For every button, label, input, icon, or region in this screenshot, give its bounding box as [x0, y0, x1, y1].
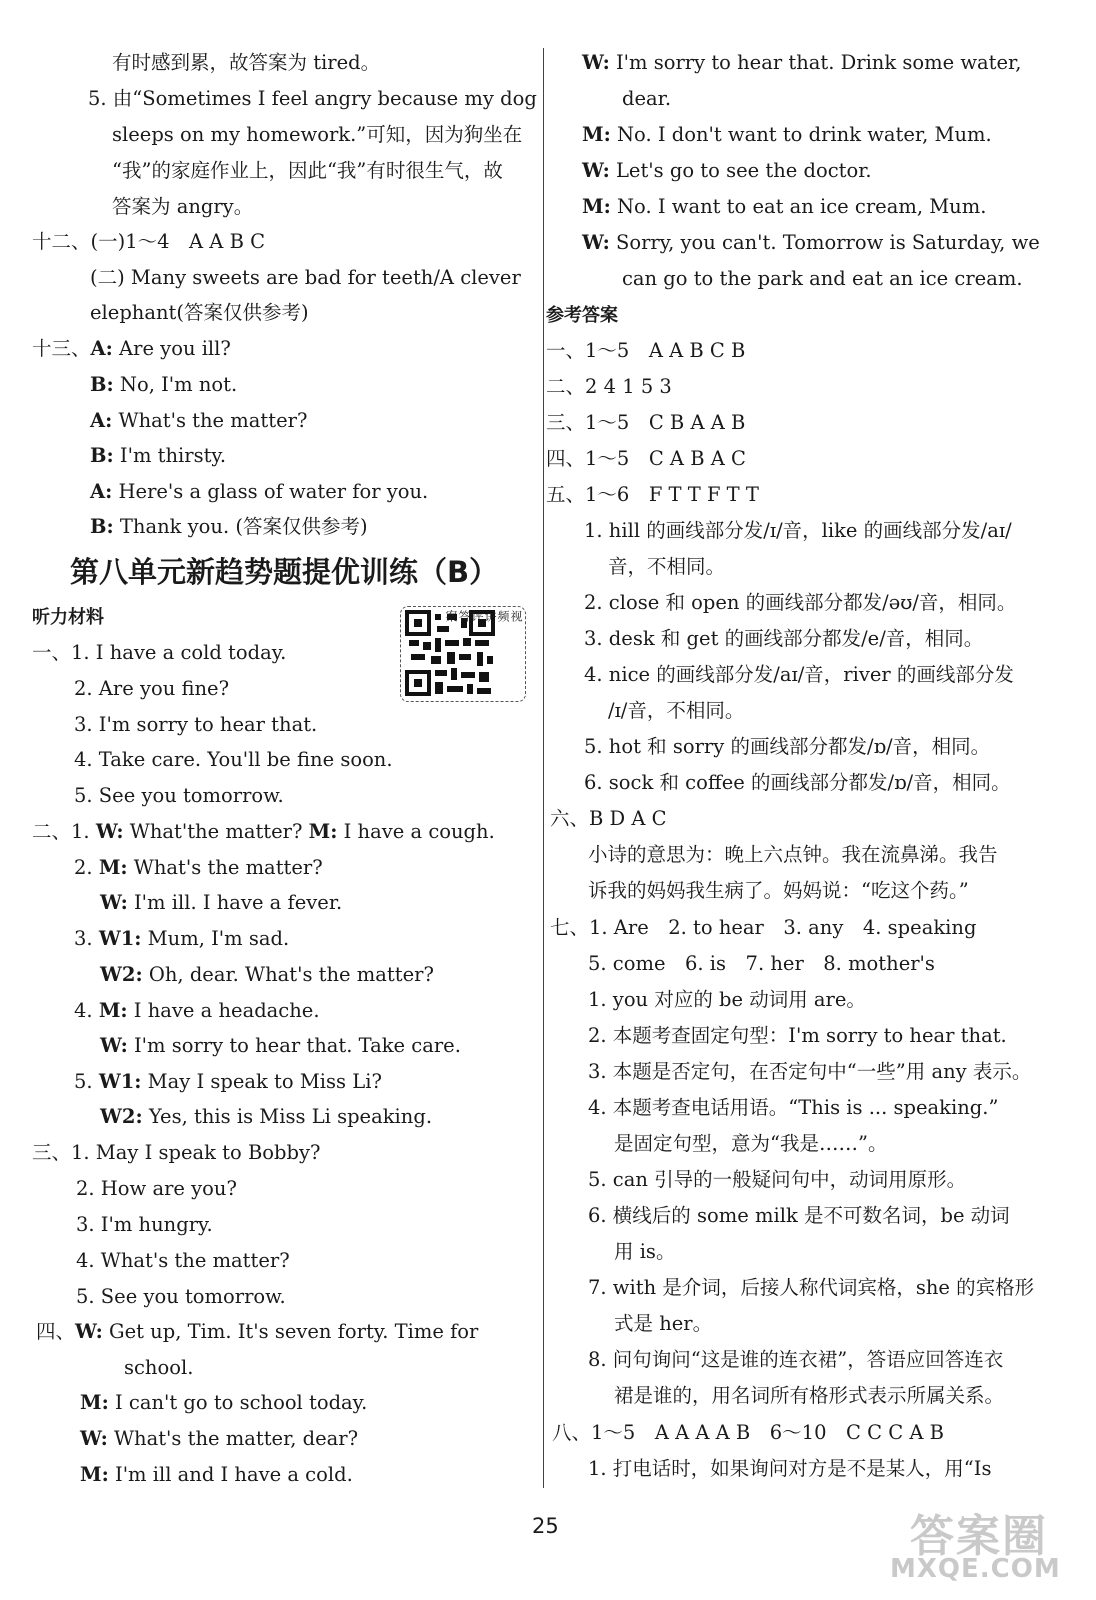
text-line: 2. Are you fine? [74, 677, 230, 700]
speaker: M: [80, 1391, 109, 1414]
dialogue-line [90, 479, 428, 505]
item-number: 2. [74, 856, 99, 879]
utterance: I'm ill and I have a cold. [108, 1463, 353, 1486]
text-line: 答案为 angry。 [112, 195, 254, 218]
answer-line: 四、1～5 C A B A C [546, 447, 746, 470]
dialogue-line [74, 926, 289, 952]
page-number: 25 [532, 1514, 559, 1538]
utterance: I can't go to school today. [108, 1391, 368, 1414]
explanation-line: /ɪ/音，不相同。 [608, 699, 745, 722]
explanation-line: 音，不相同。 [608, 555, 726, 578]
speaker: M: [98, 999, 128, 1022]
dialogue-line [74, 998, 320, 1024]
text-line: 有时感到累，故答案为 tired。 [112, 51, 381, 74]
speaker: B: [90, 515, 114, 538]
answer-line: 八、1～5 A A A A B 6～10 C C C A B [552, 1421, 944, 1444]
text-line: school. [124, 1356, 194, 1379]
speaker: W: [582, 231, 610, 254]
dialogue-line [90, 408, 307, 434]
column-divider [543, 48, 544, 1488]
answer-line: 一、1～5 A A B C B [546, 339, 746, 362]
dialogue-line [32, 336, 231, 362]
text-line: (二) Many sweets are bad for teeth/A clever [90, 266, 521, 289]
text-line: 5. See you tomorrow. [76, 1285, 286, 1308]
answer-line: 三、1～5 C B A A B [546, 411, 746, 434]
dialogue-line [90, 514, 368, 540]
dialogue-line [80, 1390, 367, 1416]
dialogue-line [582, 194, 986, 220]
speaker: M: [80, 1463, 109, 1486]
text-line: 4. Take care. You'll be fine soon. [74, 748, 393, 771]
speaker: W: [95, 820, 124, 843]
speaker: W2: [100, 1105, 143, 1128]
explanation-line: 小诗的意思为：晚上六点钟。我在流鼻涕。我告 [588, 843, 998, 866]
item-number: 5. [74, 1070, 99, 1093]
answer-line: 二、2 4 1 5 3 [546, 375, 672, 398]
speaker: W: [100, 891, 128, 914]
explanation-line: 是固定句型，意为“我是……”。 [614, 1132, 888, 1155]
explanation-line: 1. 打电话时，如果询问对方是不是某人，用“Is [588, 1457, 992, 1480]
utterance: What's the matter? [127, 856, 323, 879]
answer-line: 七、1. Are 2. to hear 3. any 4. speaking [550, 916, 977, 939]
utterance: Are you ill? [112, 337, 231, 360]
speaker: W: [582, 51, 610, 74]
answer-line: 5. come 6. is 7. her 8. mother's [588, 952, 935, 975]
explanation-line: 式是 her。 [614, 1312, 713, 1335]
utterance: Oh, dear. What's the matter? [142, 963, 434, 986]
speaker: W1: [98, 1070, 142, 1093]
watermark-url: MXQE.COM [890, 1554, 1061, 1584]
section-number: 十三、 [32, 337, 91, 360]
utterance: Here's a glass of water for you. [112, 480, 429, 503]
watermark [880, 1500, 1080, 1590]
explanation-line: 7. with 是介词，后接人称代词宾格，she 的宾格形 [588, 1276, 1035, 1299]
utterance: What's the matter, dear? [107, 1427, 359, 1450]
utterance: May I speak to Miss Li? [141, 1070, 382, 1093]
speaker: W1: [98, 927, 142, 950]
speaker: A: [90, 480, 113, 503]
utterance: I'm sorry to hear that. Take care. [127, 1034, 461, 1057]
dialogue-line [100, 890, 342, 916]
utterance: I'm sorry to hear that. Drink some water, [609, 51, 1022, 74]
text-line: sleeps on my homework.”可知，因为狗坐在 [112, 123, 523, 146]
utterance: No. I don't want to drink water, Mum. [610, 123, 992, 146]
dialogue-line [582, 50, 1021, 76]
speaker: M: [582, 195, 611, 218]
dialogue-line [90, 372, 237, 398]
utterance: I have a cough. [337, 820, 495, 843]
item-number: 4. [74, 999, 99, 1022]
qr-code-icon [405, 610, 497, 698]
explanation-line: 1. hill 的画线部分发/ɪ/音，like 的画线部分发/aɪ/ [584, 519, 1012, 542]
item-number: 3. [74, 927, 99, 950]
watermark-logo: 答案圈 [910, 1511, 1048, 1562]
unit-title: 第八单元新趋势题提优训练（B） [70, 555, 499, 589]
text-line: dear. [622, 87, 672, 110]
utterance: I'm ill. I have a fever. [127, 891, 343, 914]
utterance: Sorry, you can't. Tomorrow is Saturday, we [609, 231, 1040, 254]
utterance: Get up, Tim. It's seven forty. Time for [102, 1320, 479, 1343]
explanation-line: 4. nice 的画线部分发/aɪ/音，river 的画线部分发 [584, 663, 1014, 686]
explanation-line: 3. desk 和 get 的画线部分都发/e/音，相同。 [584, 627, 984, 650]
answer-line: 十二、(一)1～4 A A B C [32, 230, 266, 253]
utterance: Yes, this is Miss Li speaking. [142, 1105, 433, 1128]
explanation-line: 5. can 引导的一般疑问句中，动词用原形。 [588, 1168, 967, 1191]
speaker: A: [90, 337, 113, 360]
speaker: W: [80, 1427, 108, 1450]
explanation-line: 8. 问句询问“这是谁的连衣裙”，答语应回答连衣 [588, 1348, 1004, 1371]
text-line: 5. See you tomorrow. [74, 784, 284, 807]
text-line: 一、1. I have a cold today. [32, 641, 287, 664]
section-heading: 参考答案 [546, 305, 618, 326]
utterance: What'the matter? [123, 820, 309, 843]
utterance: What's the matter? [112, 409, 308, 432]
text-line: 4. What's the matter? [76, 1249, 290, 1272]
dialogue-line [80, 1426, 358, 1452]
utterance: Let's go to see the doctor. [609, 159, 872, 182]
text-line: 三、1. May I speak to Bobby? [32, 1141, 321, 1164]
dialogue-line [100, 962, 434, 988]
explanation-line: 1. you 对应的 be 动词用 are。 [588, 988, 866, 1011]
explanation-line: 3. 本题是否定句，在否定句中“一些”用 any 表示。 [588, 1060, 1032, 1083]
dialogue-line [80, 1462, 353, 1488]
speaker: M: [98, 856, 128, 879]
speaker: W2: [100, 963, 143, 986]
dialogue-line [582, 122, 992, 148]
utterance: Thank you. (答案仅供参考) [113, 515, 368, 538]
dialogue-line [36, 1319, 478, 1345]
speaker: B: [90, 373, 114, 396]
speaker: M: [582, 123, 611, 146]
item-number: 二、1. [32, 820, 96, 843]
section-number: 四、 [36, 1320, 76, 1343]
dialogue-line [90, 443, 226, 469]
explanation-line: 裙是谁的，用名词所有格形式表示所属关系。 [614, 1384, 1005, 1407]
dialogue-line [74, 855, 323, 881]
speaker: A: [90, 409, 113, 432]
speaker: W: [582, 159, 610, 182]
explanation-line: 6. sock 和 coffee 的画线部分都发/ɒ/音，相同。 [584, 771, 1011, 794]
dialogue-line [100, 1104, 432, 1130]
section-heading: 听力材料 [32, 607, 104, 628]
speaker: M: [308, 820, 338, 843]
speaker: B: [90, 444, 114, 467]
utterance: Mum, I'm sad. [141, 927, 290, 950]
dialogue-line [74, 1069, 382, 1095]
dialogue-line [582, 230, 1040, 256]
text-line: can go to the park and eat an ice cream. [622, 267, 1023, 290]
text-line: elephant(答案仅供参考) [90, 301, 309, 324]
text-line: 5. 由“Sometimes I feel angry because my dog [88, 87, 537, 110]
dialogue-line [32, 819, 495, 845]
dialogue-line [582, 158, 872, 184]
utterance: I have a headache. [127, 999, 320, 1022]
explanation-line: 诉我的妈妈我生病了。妈妈说：“吃这个药。” [588, 879, 969, 902]
dialogue-line [100, 1033, 461, 1059]
speaker: W: [75, 1320, 103, 1343]
explanation-line: 2. close 和 open 的画线部分都发/əʊ/音，相同。 [584, 591, 1017, 614]
utterance: No, I'm not. [113, 373, 238, 396]
utterance: No. I want to eat an ice cream, Mum. [610, 195, 987, 218]
explanation-line: 6. 横线后的 some milk 是不可数名词，be 动词 [588, 1204, 1010, 1227]
text-line: “我”的家庭作业上，因此“我”有时很生气，故 [112, 159, 503, 182]
answer-line: 五、1～6 F T T F T T [546, 483, 759, 506]
text-line: 2. How are you? [76, 1177, 237, 1200]
explanation-line: 4. 本题考查电话用语。“This is ... speaking.” [588, 1096, 999, 1119]
explanation-line: 2. 本题考查固定句型：I'm sorry to hear that. [588, 1024, 1007, 1047]
text-line: 3. I'm hungry. [76, 1213, 213, 1236]
speaker: W: [100, 1034, 128, 1057]
explanation-line: 用 is。 [614, 1240, 676, 1263]
answer-line: 六、B D A C [550, 807, 667, 830]
text-line: 3. I'm sorry to hear that. [74, 713, 318, 736]
explanation-line: 5. hot 和 sorry 的画线部分都发/ɒ/音，相同。 [584, 735, 991, 758]
qr-label: 视频讲评答案 [444, 610, 523, 622]
utterance: I'm thirsty. [113, 444, 227, 467]
